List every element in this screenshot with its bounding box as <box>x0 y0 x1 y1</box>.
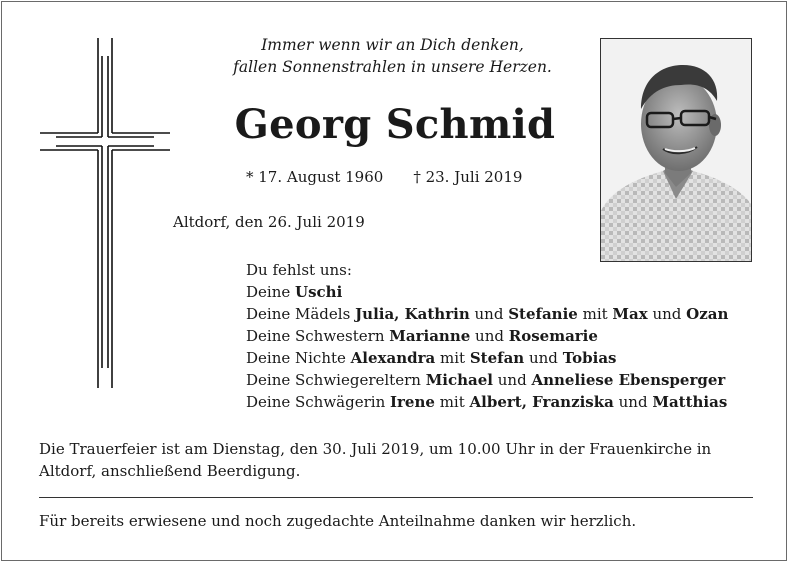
mourner-text: und <box>524 349 563 367</box>
mourner-text: mit <box>435 349 470 367</box>
mourner-text: und <box>493 371 532 389</box>
mourner-line <box>246 259 728 281</box>
funeral-service-text: Die Trauerfeier ist am Dienstag, den 30. Juli 2019, um 10.00 Uhr in der Frauenkirche in Altdorf, anschließend Beerdigung. <box>39 440 712 480</box>
deceased-name: Georg Schmid <box>234 101 556 148</box>
mourner-name: Ozan <box>686 305 729 323</box>
mourner-line <box>246 391 728 413</box>
mourner-text: Du fehlst uns: <box>246 261 352 279</box>
mourner-text: und <box>613 393 653 411</box>
portrait-photo <box>600 38 752 262</box>
mourner-line <box>246 369 728 391</box>
divider <box>39 497 753 498</box>
mourners-list <box>246 259 728 413</box>
mourner-text: und <box>470 327 509 345</box>
mourner-name: Marianne <box>389 327 471 345</box>
mourner-name: Anneliese Ebensperger <box>531 371 726 389</box>
mourner-name: Michael <box>425 371 493 389</box>
mourner-line <box>246 347 728 369</box>
mourner-text: Deine Schwägerin <box>246 393 391 411</box>
mourner-name: Stefanie <box>508 305 578 323</box>
mourner-name: Stefan <box>469 349 525 367</box>
motto <box>200 34 585 78</box>
mourner-name: Irene <box>390 393 435 411</box>
mourner-name: Max <box>612 305 648 323</box>
mourner-text: Deine Nichte <box>246 349 351 367</box>
mourner-line <box>246 303 728 325</box>
death-date: † 23. Juli 2019 <box>413 168 523 186</box>
motto-line-1: Immer wenn wir an Dich denken, <box>261 36 524 54</box>
birth-date: * 17. August 1960 <box>246 168 384 186</box>
mourner-name: Rosemarie <box>508 327 598 345</box>
mourner-text: Deine Schwestern <box>246 327 390 345</box>
mourner-text: Deine Mädels <box>246 305 356 323</box>
motto-line-2: fallen Sonnenstrahlen in unsere Herzen. <box>233 58 552 76</box>
place-and-date: Altdorf, den 26. Juli 2019 <box>173 213 365 231</box>
portrait-illustration <box>601 39 751 261</box>
mourner-text: und <box>647 305 687 323</box>
life-dates <box>246 166 522 188</box>
mourner-name: Tobias <box>562 349 617 367</box>
mourner-text: Deine Schwiegereltern <box>246 371 426 389</box>
mourner-name: Uschi <box>295 283 343 301</box>
mourner-name: Matthias <box>652 393 728 411</box>
mourner-line <box>246 325 728 347</box>
mourner-name: Albert, Franziska <box>469 393 614 411</box>
mourner-name: Julia, Kathrin <box>355 305 470 323</box>
mourner-text: Deine <box>246 283 296 301</box>
thanks-text: Für bereits erwiesene und noch zugedachte Anteilnahme danken wir herzlich. <box>39 512 637 530</box>
mourner-text: und <box>469 305 509 323</box>
cross-icon <box>40 38 170 388</box>
mourner-text: mit <box>577 305 613 323</box>
mourner-name: Alexandra <box>350 349 436 367</box>
mourner-line <box>246 281 728 303</box>
mourner-text: mit <box>434 393 470 411</box>
